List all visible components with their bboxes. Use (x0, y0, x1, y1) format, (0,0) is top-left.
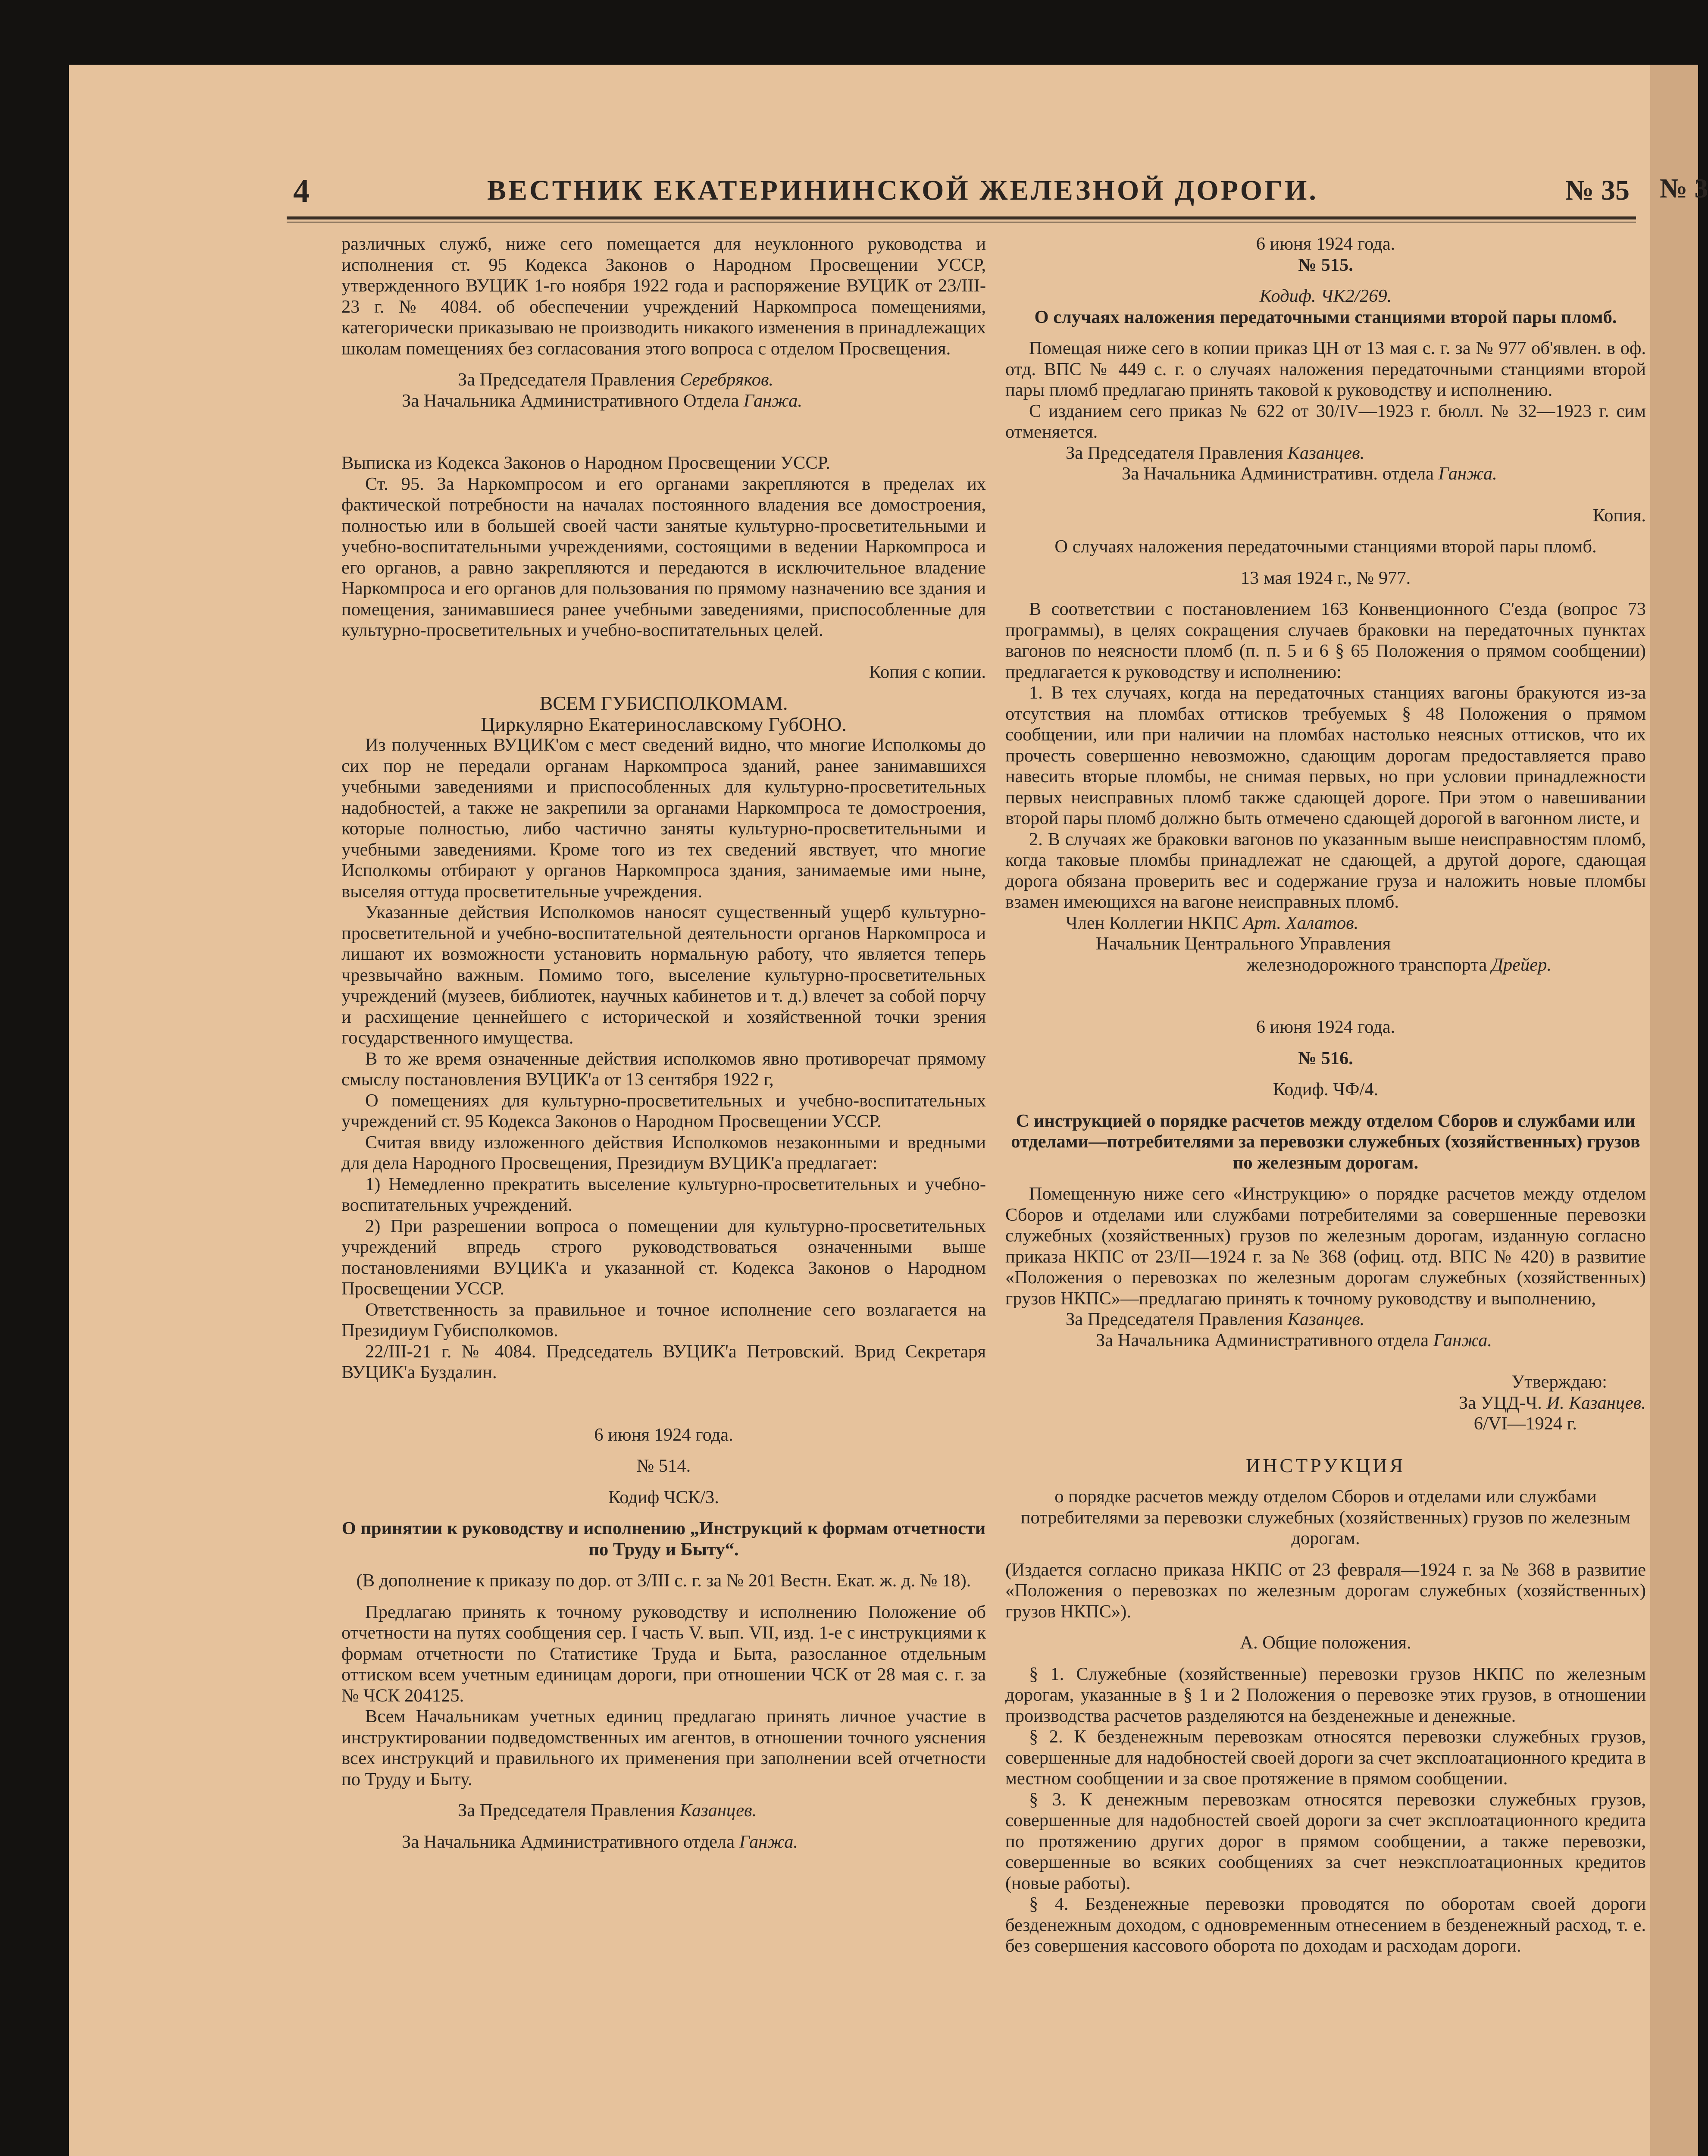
signature-line: За Председателя Правления Казанцев. (1066, 442, 1365, 463)
signature-line: железнодорожного транспорта Дрейер. (1247, 954, 1552, 975)
paragraph: § 1. Служебные (хозяйственные) перевозки грузов НКПС по железным дорогам, указанные в § 1 и 2 Положения о перевозке этих грузов, в отношении производства расчетов разделяются на безденежные и денежные. (1005, 1664, 1646, 1726)
paragraph: 1) Немедленно прекратить выселение культурно-просветительных и учебно-воспитательных учреждений. (341, 1174, 986, 1215)
adjacent-page-issue: № 3 (1660, 173, 1708, 204)
page-header (293, 172, 1630, 220)
signature-line: За Начальника Административного Отдела Ганжа. (402, 390, 803, 411)
section-heading: ВСЕМ ГУБИСПОЛКОМАМ. (539, 692, 788, 714)
paragraph: В то же время означенные действия исполкомов явно противоречат прямому смыслу постановления ВУЦИК'а от 13 сентября 1922 г, (341, 1048, 986, 1090)
approval-line: 6/VI—1924 г. (1473, 1413, 1577, 1434)
paragraph: 2) При разрешении вопроса о помещении для культурно-просветительных учреждений впредь строго руководствоваться означенными выше постановлениями ВУЦИК'а и указанной ст. Кодекса Законов о Народном Просвещении УССР. (341, 1216, 986, 1299)
paragraph: Предлагаю принять к точному руководству и исполнению Положение об отчетности на путях сообщения сер. I часть V. вып. VII, изд. 1-е с инструкциями к формам отчетности по Статистике Труда и Быта, разосланное отдельным оттиском всем учетным единицам дороги, при отношении ЧСК от 28 мая с. г. за № ЧСК 204125. (341, 1601, 986, 1706)
paragraph: § 2. К безденежным перевозкам относятся перевозки служебных грузов, совершенные для надобностей своей дороги за счет эксплоатационного кредита в местном сообщении и за свое протяжение в прямом сообщении. (1005, 1727, 1646, 1789)
signature-line: За Председателя Правления Казанцев. (458, 1800, 757, 1821)
signature-line: За Председателя Правления Серебряков. (458, 370, 774, 390)
copy-title: О случаях наложения передаточными станциями второй пары пломб. (1054, 536, 1597, 557)
newspaper-page (69, 65, 1708, 2156)
paragraph: Указанные действия Исполкомов наносят существенный ущерб культурно-просветительной и учебно-воспитательной деятельности органов Наркомпроса и лишают их возможности установить нормальную работу, что является теперь чрезвычайно важным. Помимо того, выселение культурно-просветительных учреждений (музеев, библиотек, научных кабинетов и т. д.) влечет за собой порчу и расхищение ценнейшего с исторической и хозяйственной точки зрения государственного имущества. (341, 902, 986, 1048)
paragraph: Помещенную ниже сего «Инструкцию» о порядке расчетов между отделом Сборов и отделами или службами потребителями за совершенные перевозки служебных (хозяйственных) грузов по железным дорогам, изданную согласно приказа НКПС от 23/II—1924 г. за № 368 (офиц. отд. ВПС № 420) в развитие «Положения о перевозках по железным дорогам служебных (хозяйственных) грузов НКПС»—предлагаю принять к точному руководству и выполнению, (1005, 1184, 1646, 1309)
paragraph: Из полученных ВУЦИК'ом с мест сведений видно, что многие Исполкомы до сих пор не передали органам Наркомпроса зданий, ранее занимавшихся учебными заведениями и приспособленных для культурно-просветительных надобностей, а также не закрепили за органами Наркомпроса те домостроения, которые полностью, либо частично заняты культурно-просветительными и учебными заведениями. Кроме того из тех сведений явствует, что многие Исполкомы отбирают у органов Наркомпроса здания, занимаемые ими ныне, выселяя оттуда просветительные учреждения. (341, 735, 986, 902)
order-title: О случаях наложения передаточными станциями второй пары пломб. (1034, 307, 1617, 327)
order-note: (В дополнение к приказу по дор. от 3/III с. г. за № 201 Вестн. Екат. ж. д. № 18). (356, 1570, 971, 1591)
order-date: 6 июня 1924 года. (594, 1424, 733, 1445)
signature-line: За Председателя Правления Казанцев. (1066, 1309, 1365, 1329)
order-number: № 516. (1298, 1048, 1353, 1069)
page-content (69, 65, 1698, 2156)
order-date: 6 июня 1924 года. (1256, 1017, 1395, 1037)
order-title: С инструкцией о порядке расчетов между отделом Сборов и службами или отделами—потребителями за перевозки служебных (хозяйственных) грузов по железным дорогам. (1011, 1110, 1640, 1173)
signature-line: Член Коллегии НКПС Арт. Халатов. (1066, 912, 1359, 933)
copy-note: Копия с копии. (869, 661, 986, 682)
newspaper-title: ВЕСТНИК ЕКАТЕРИНИНСКОЙ ЖЕЛЕЗНОЙ ДОРОГИ. (487, 175, 1318, 206)
paragraph: О помещениях для культурно-просветительных и учебно-воспитательных учреждений ст. 95 Кодекса Законов о Народном Просвещении УССР. (341, 1090, 986, 1131)
intro-paragraph: различных служб, ниже сего помещается для неуклонного руководства и исполнения ст. 95 Кодекса Законов о Народном Просвещении УССР, утвержденного ВУЦИК 1-го ноября 1922 года и распоряжение ВУЦИК от 23/III-23 г. № 4084. об обеспечении учреждений Наркомпроса помещениями, категорически приказываю не производить никакого изменения в принадлежащих школам помещениях без согласования этого вопроса с отделом Просвещения. (341, 234, 986, 359)
header-rule (287, 216, 1636, 219)
left-column (341, 234, 986, 1852)
page-number: 4 (293, 173, 310, 209)
paragraph: § 4. Безденежные перевозки проводятся по оборотам своей дороги безденежным доходом, с одновременным отнесением в безденежный расход, т. е. без совершения кассового оборота по доходам и расходам дороги. (1005, 1894, 1646, 1956)
extract-title: Выписка из Кодекса Законов о Народном Просвещении УССР. (341, 453, 830, 473)
paragraph: В соответствии с постановлением 163 Конвенционного С'езда (вопрос 73 программы), в целях сокращения случаев браковки на передаточных пунктах вагонов по неясности пломб (п. п. 5 и 6 § 65 Положения о прямом сообщении) предлагается к руководству и исполнению: (1005, 599, 1646, 682)
instruction-title: ИНСТРУКЦИЯ (1245, 1454, 1406, 1476)
signature-line: Начальник Центрального Управления (1096, 934, 1391, 954)
paragraph: Всем Начальникам учетных единиц предлагаю принять личное участие в инструктировании подведомственных им агентов, в отношении точного уяснения всех инструкций и правильного их применения при заполнении всей отчетности по Труду и Быту. (341, 1706, 986, 1789)
paragraph: Ответственность за правильное и точное исполнение сего возлагается на Президиум Губисполкомов. (341, 1299, 986, 1341)
instruction-note: (Издается согласно приказа НКПС от 23 февраля—1924 г. за № 368 в развитие «Положения о перевозках по железным дорогам служебных (хозяйственных) грузов НКПС»). (1005, 1559, 1646, 1622)
right-column (1005, 234, 1646, 1957)
article-95: Ст. 95. За Наркомпросом и его органами закрепляются в пределах их фактической потребности на началах постоянного владения все домостроения, полностью или в большей своей части занятые культурно-просветительными и учебно-воспитательными учреждениями, состоящими в ведении Наркомпроса и его органов, а равно закрепляются и передаются в исключительное владение Наркомпроса и его органов для пользования по прямому назначению все здания и помещения, занимавшиеся ранее учебными заведениями, приспособленные для культурно-просветительных и учебно-воспитательных целей. (341, 473, 986, 640)
order-title: О принятии к руководству и исполнению „Инструкций к формам отчетности по Труду и Быту“. (341, 1518, 986, 1560)
copy-label: Копия. (1592, 505, 1646, 526)
issue-number: № 35 (1565, 175, 1630, 206)
order-number: № 514. (636, 1456, 691, 1476)
paragraph: С изданием сего приказ № 622 от 30/IV—1923 г. бюлл. № 32—1923 г. сим отменяется. (1005, 401, 1646, 442)
paragraph: 22/III-21 г. № 4084. Председатель ВУЦИК'а Петровский. Врид Секретаря ВУЦИК'а Буздалин. (341, 1341, 986, 1382)
order-number: № 515. (1298, 254, 1353, 275)
order-code: Кодиф. ЧФ/4. (1273, 1079, 1379, 1100)
section-heading: А. Общие положения. (1240, 1633, 1411, 1653)
circular-heading: Циркулярно Екатеринославскому ГубОНО. (481, 713, 847, 735)
paragraph: 1. В тех случаях, когда на передаточных станциях вагоны бракуются из-за отсутствия на пломбах оттисков требуемых § 48 Положения о прямом сообщении, или при наличии на пломбах настолько неясных оттисков, что их прочесть совершенно невозможно, сдающим дорогам предоставляется право навесить вторые пломбы, не снимая первых, но при условии принадлежности первых неисправных пломб также сдающей дороге. При этом о навешивании второй пары пломб должно быть отмечено сдающей дорогой в вагонном листе, и (1005, 683, 1646, 828)
copy-date: 13 мая 1924 г., № 977. (1240, 567, 1411, 588)
signature-line: За Начальника Административного отдела Ганжа. (402, 1831, 798, 1852)
paragraph: Считая ввиду изложенного действия Исполкомов незаконными и вредными для дела Народного Просвещения, Президиум ВУЦИК'а предлагает: (341, 1132, 986, 1173)
approval-line: Утверждаю: (1511, 1372, 1607, 1392)
paragraph: § 3. К денежным перевозкам относятся перевозки служебных грузов, совершенные для надобностей своей дороги за счет эксплоатационного кредита по протяжению других дорог в прямом сообщении, а также перевозки, совершенные во всяких сообщениях за счет неэксплоатационных кредитов (новые работы). (1005, 1789, 1646, 1893)
order-code: Кодиф. ЧК2/269. (1259, 286, 1392, 306)
signature-line: За Начальника Административного отдела Ганжа. (1096, 1330, 1492, 1351)
instruction-subtitle: о порядке расчетов между отделом Сборов и отделами или службами потребителями за перевозки служебных (хозяйственных) грузов по железным дорогам. (1020, 1486, 1631, 1548)
paragraph: 2. В случаях же браковки вагонов по указанным выше неисправностям пломб, когда таковые пломбы принадлежат не сдающей, а другой дороге, сдающая дорога обязана проверить вес и содержание груза и наложить новые пломбы взамен имеющихся на вагоне неисправных пломб. (1005, 829, 1646, 912)
paragraph: Помещая ниже сего в копии приказ ЦН от 13 мая с. г. за № 977 об'явлен. в оф. отд. ВПС № 449 с. г. о случаях наложения передаточными станциями второй пары пломб предлагаю принять таковой к руководству и исполнению. (1005, 338, 1646, 400)
signature-line: За Начальника Административн. отдела Ганжа. (1122, 464, 1497, 484)
order-code: Кодиф ЧСК/3. (608, 1487, 719, 1507)
order-date: 6 июня 1924 года. (1256, 234, 1395, 254)
approval-line: За УЦД-Ч. И. Казанцев. (1458, 1392, 1646, 1413)
